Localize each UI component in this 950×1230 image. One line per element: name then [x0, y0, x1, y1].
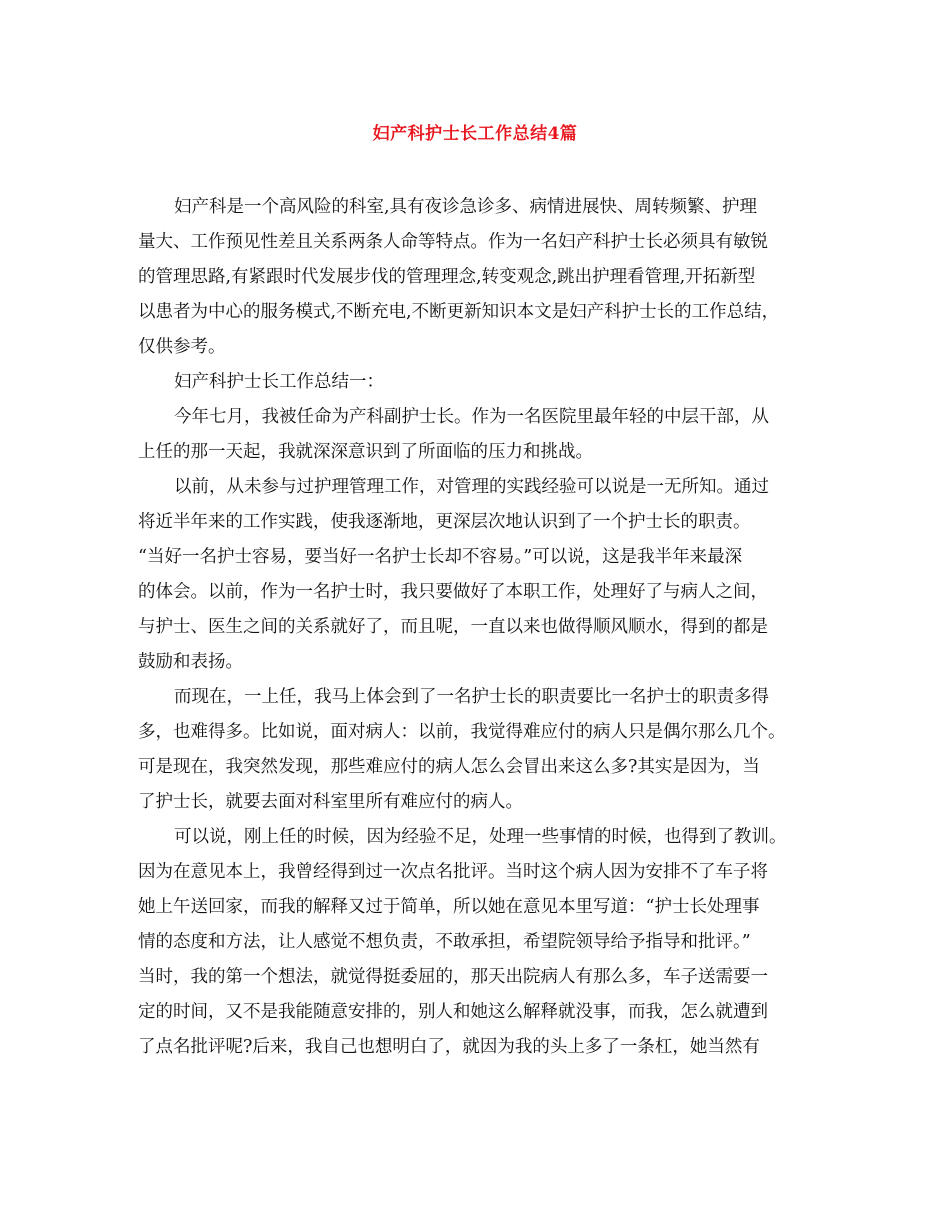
paragraph — [138, 820, 822, 1065]
paragraph — [138, 190, 822, 365]
text-line: 的体会。以前，作为一名护士时，我只要做好了本职工作，处理好了与病人之间， — [138, 582, 768, 602]
section-heading: 妇产科护士长工作总结一： — [174, 372, 384, 392]
paragraph — [138, 365, 822, 400]
text-line: 可是现在，我突然发现，那些难应付的病人怎么会冒出来这么多?其实是因为，当 — [138, 757, 760, 777]
text-line: 因为在意见本上，我曾经得到过一次点名批评。当时这个病人因为安排不了车子将 — [138, 862, 768, 882]
text-line: 与护士、医生之间的关系就好了，而且呢，一直以来也做得顺风顺水，得到的都是 — [138, 617, 768, 637]
text-line: 的管理思路,有紧跟时代发展步伐的管理理念,转变观念,跳出护理看管理,开拓新型 — [138, 267, 756, 287]
text-line: “当好一名护士容易，要当好一名护士长却不容易。”可以说，这是我半年来最深 — [138, 547, 743, 567]
text-line: 她上午送回家，而我的解释又过于简单，所以她在意见本里写道：“护士长处理事 — [138, 897, 760, 917]
text-line: 情的态度和方法，让人感觉不想负责，不敢承担，希望院领导给予指导和批评。” — [138, 932, 751, 952]
text-line: 定的时间，又不是我能随意安排的，别人和她这么解释就没事，而我，怎么就遭到 — [138, 1002, 768, 1022]
text-line: 了护士长，就要去面对科室里所有难应付的病人。 — [138, 792, 523, 812]
text-line: 将近半年来的工作实践，使我逐渐地，更深层次地认识到了一个护士长的职责。 — [138, 512, 751, 532]
text-line: 量大、工作预见性差且关系两条人命等特点。作为一名妇产科护士长必须具有敏锐 — [138, 232, 768, 252]
document-title: 妇产科护士长工作总结4篇 — [372, 124, 578, 144]
text-line: 仅供参考。 — [138, 337, 226, 357]
text-line: 多，也难得多。比如说，面对病人：以前，我觉得难应付的病人只是偶尔那么几个。 — [138, 722, 786, 742]
paragraph — [138, 680, 822, 820]
text-line: 了点名批评呢?后来，我自己也想明白了，就因为我的头上多了一条杠，她当然有 — [138, 1037, 760, 1057]
text-line: 以患者为中心的服务模式,不断充电,不断更新知识本文是妇产科护士长的工作总结， — [138, 302, 780, 322]
text-line: 今年七月，我被任命为产科副护士长。作为一名医院里最年轻的中层干部，从 — [174, 407, 769, 427]
text-line: 鼓励和表扬。 — [138, 652, 243, 672]
text-line: 上任的那一天起，我就深深意识到了所面临的压力和挑战。 — [138, 442, 593, 462]
paragraph — [138, 470, 822, 680]
document-body — [138, 190, 822, 1065]
text-line: 以前，从未参与过护理管理工作，对管理的实践经验可以说是一无所知。通过 — [174, 477, 769, 497]
text-line: 当时，我的第一个想法，就觉得挺委屈的，那天出院病人有那么多，车子送需要一 — [138, 967, 768, 987]
text-line: 可以说，刚上任的时候，因为经验不足，处理一些事情的时候，也得到了教训。 — [174, 827, 787, 847]
paragraph — [138, 400, 822, 470]
text-line: 而现在，一上任，我马上体会到了一名护士长的职责要比一名护士的职责多得 — [174, 687, 769, 707]
text-line: 妇产科是一个高风险的科室,具有夜诊急诊多、病情进展快、周转频繁、护理 — [174, 197, 758, 217]
